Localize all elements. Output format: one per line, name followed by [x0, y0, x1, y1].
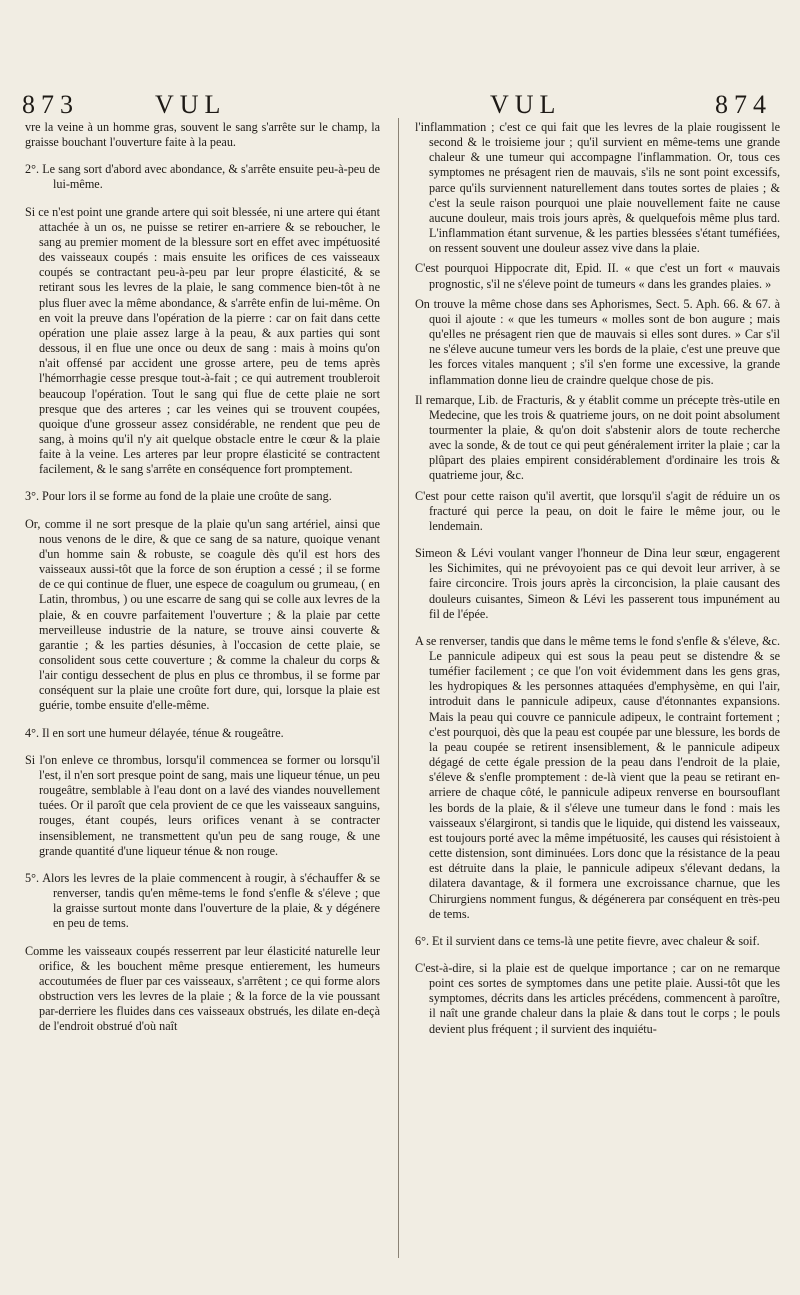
page-number-right: 874: [715, 90, 772, 119]
paragraph: C'est pour cette raison qu'il avertit, que lorsqu'il s'agit de réduire un os fracturé qui perce la peau, on doit le faire le même jour, ou le lendemain.: [415, 488, 780, 533]
running-head-right: VUL: [490, 90, 562, 119]
paragraph: C'est-à-dire, si la plaie est de quelque importance ; car on ne remarque point ces sortes de symptomes dans une petite plaie. Aussi-tôt que les symptomes, décrits dans les articles précédens, commencent à paroître, il naît une grande chaleur dans la plaie & dans tout le corps ; le pouls devient plus fréquent ; il survient des inquiétu-: [415, 960, 780, 1036]
paragraph: Si l'on enleve ce thrombus, lorsqu'il commencea se former ou lorsqu'il l'est, il n'en sort presque point de sang, mais une liqueur ténue, un peu rougeâtre, semblable à l'eau dont on a lavé des viandes nouvellement tuées. Or il paroît que cela provient de ce que les vaisseaux sanguins, rouges, étant coupés, leurs orifices venant à se contracter insensiblement, ne transmettent qu'un peu de sang rouge, & une grande quantité d'une liqueur ténue & non rouge.: [25, 752, 380, 858]
left-column: [25, 120, 380, 1039]
running-head-left: VUL: [155, 90, 227, 119]
paragraph: vre la veine à un homme gras, souvent le sang s'arrête sur le champ, la graisse bouchant l'ouverture faite à la peau.: [25, 120, 380, 150]
paragraph: Or, comme il ne sort presque de la plaie qu'un sang artériel, ainsi que nous venons de le dire, & que ce sang de sa nature, quoique venant d'un homme sain & robuste, se coagule dès qu'il est hors des vaisseaux aussi-tôt que la force de son éruption a cessé ; il se forme de ce qui continue de fluer, une espece de coagulum ou grumeau, ( en Latin, thrombus, ) ou une escarre de sang qui se colle aux levres de la plaie, & en couvre parfaitement l'ouverture ; & la plaie par cette merveilleuse industrie de la nature, se trouve ainsi couverte & garantie ; & les parties désunies, à l'occasion de cette plaie, se consolident sous cette couverture ; & comme la chaleur du corps & l'air contigu dessechent de plus en plus ce thrombus, il se forme par conséquent sur la plaie une croûte fort dure, qui, lorsque la plaie est guérie, tombe ensuite d'elle-même.: [25, 516, 380, 713]
paragraph: On trouve la même chose dans ses Aphorismes, Sect. 5. Aph. 66. & 67. à quoi il ajoute : « que les tumeurs « molles sont de bon augure ; mais qu'elles ne présagent rien que de mauvais si elles sont dures. » Car s'il ne s'éleve aucune tumeur vers les bords de la plaie, c'est une preuve que les forces vitales manquent ; s'il s'en forme une excessive, la grande inflammation donne lieu de craindre quelque chose de pis.: [415, 296, 780, 387]
paragraph: Simeon & Lévi voulant vanger l'honneur de Dina leur sœur, engagerent les Sichimites, qui ne prévoyoient pas ce qui devoit leur arriver, à se faire circoncire. Trois jours après la circoncision, la plaie causant des douleurs cuisantes, Simeon & Lévi les passerent tous impunément au fil de l'épée.: [415, 546, 780, 621]
paragraph: Comme les vaisseaux coupés resserrent par leur élasticité naturelle leur orifice, & les bouchent même presque entierement, les humeurs accoutumées de fluer par ces vaisseaux, s'arrêtent ; ce qui forme alors obstruction vers les levres de la plaie ; & la force de la vie poussant par-derriere les fluides dans ces vaisseaux obstrués, les dilate en-deçà de l'endroit obstrué d'où naît: [25, 943, 380, 1034]
page-number-left: 873: [22, 90, 79, 119]
numbered-heading: 6°. Et il survient dans ce tems-là une petite fievre, avec chaleur & soif.: [415, 933, 760, 948]
right-column: [415, 120, 780, 1042]
paragraph: Il remarque, Lib. de Fracturis, & y établit comme un précepte très-utile en Medecine, que les trois & quatrieme jours, on ne doit point absolument tourmenter la plaie, & qu'on doit s'abstenir alors de toute recherche avec la sonde, & de tout ce qui peut généralement irriter la plaie ; car la plûpart des plaies empirent considérablement d'ordinaire les trois & quatrieme jour, &c.: [415, 392, 780, 483]
numbered-heading: 5°. Alors les levres de la plaie commencent à rougir, à s'échauffer & se renverser, tandis qu'en même-tems le fond s'enfle & s'éleve ; que la graisse surtout monte dans l'ouverture de la plaie, & y dégénere en peu de tems.: [25, 870, 380, 931]
column-divider: [398, 118, 399, 1258]
numbered-heading: 2°. Le sang sort d'abord avec abondance, & s'arrête ensuite peu-à-peu de lui-même.: [25, 162, 380, 192]
paragraph: Si ce n'est point une grande artere qui soit blessée, ni une artere qui étant attachée à un os, ne puisse se retirer en-arriere & se reboucher, le sang au premier moment de la blessure sort en effet avec impétuosité des vaisseaux coupés : mais ensuite les orifices de ces vaisseaux coupés se contractant peu-à-peu par leur propre élasticité, & se retirant sous les levres de la plaie, le sang commence bien-tôt à ne plus fluer avec la même abondance, & s'arrête enfin de lui-même. On en voit la preuve dans l'opération de la pierre : car on fait dans cette opération une plaie assez large à la peau, & aux parties qui sont dessous, il en flue une once ou deux de sang : mais à moins qu'on n'ait offensé par accident une grosse artere, peu de tems après l'hémorrhagie cesse presque tout-à-fait ; ce qui autrement troubleroit beaucoup l'opération. Tout le sang qui flue de cette plaie ne sort presque que des arteres ; car les veines qui se trouvent coupées, quoique d'une grosseur assez considérable, ne rendent que peu de sang, à moins qu'il n'y ait quelque obstacle entre le cœur & la plaie faite à la veine. Les arteres par leur propre élasticité se contractent facilement, & le sang s'arrête en conséquence fort promptement.: [25, 204, 380, 477]
numbered-heading: 3°. Pour lors il se forme au fond de la plaie une croûte de sang.: [25, 489, 332, 504]
paragraph: A se renverser, tandis que dans le même tems le fond s'enfle & s'éleve, &c. Le pannicule adipeux qui est sous la peau peut se distendre & se tuméfier facilement ; ce que l'on voit évidemment dans les gens gras, les hydropiques & les personnes attaquées d'emphysème, en qui l'air, introduit dans le pannicule adipeux, cause d'étonnantes expansions. Mais la peau qui couvre ce pannicule adipeux, le contraint fortement ; c'est pourquoi, dès que la peau est coupée par une blessure, les bords de la peau coupée se retirent insensiblement, & le pannicule adipeux dégagé de cette égale pression de la peau dans l'endroit de la plaie, s'éleve & s'enfle promptement : de-là vient que la peau se retirant en-arriere de chaque côté, le pannicule adipeux renverse en boursouflant les bords de la plaie, & il s'éleve une tumeur dans le fond : mais les vaisseaux s'élargiront, si tandis que le liquide, qui distend les vaisseaux, est toujours porté avec la même impétuosité, les causes qui résistoient à cette distension, sont diminuées. Lors donc que la résistance de la peau est détruite dans la plaie, le pannicule adipeux s'élevant dedans, la dilatera davantage, & il formera une excroissance charnue, que les Chirurgiens nomment fungus, & dégénerera par conséquent en très-peu de tems.: [415, 633, 781, 921]
paragraph: l'inflammation ; c'est ce qui fait que les levres de la plaie rougissent le second & le troisieme jour ; qu'il survient en même-tems une grande chaleur & une tumeur qui accompagne l'inflammation. Or, tous ces symptomes ne présagent rien de mauvais, s'ils ne sont point excessifs, parce qu'ils surviennent naturellement dans toutes sortes de plaies ; & c'est la seule raison pourquoi une plaie nouvellement faite ne cause aucune douleur, mais trois jours après, & quelquefois même plus tard. L'inflammation étant survenue, & les parties blessées s'étant tuméfiées, on ressent souvent une douleur assez vive dans la plaie.: [415, 120, 780, 256]
numbered-heading: 4°. Il en sort une humeur délayée, ténue & rougeâtre.: [25, 725, 284, 740]
paragraph: C'est pourquoi Hippocrate dit, Epid. II. « que c'est un fort « mauvais prognostic, s'il ne s'éleve point de tumeurs « dans les grandes plaies. »: [415, 261, 780, 291]
